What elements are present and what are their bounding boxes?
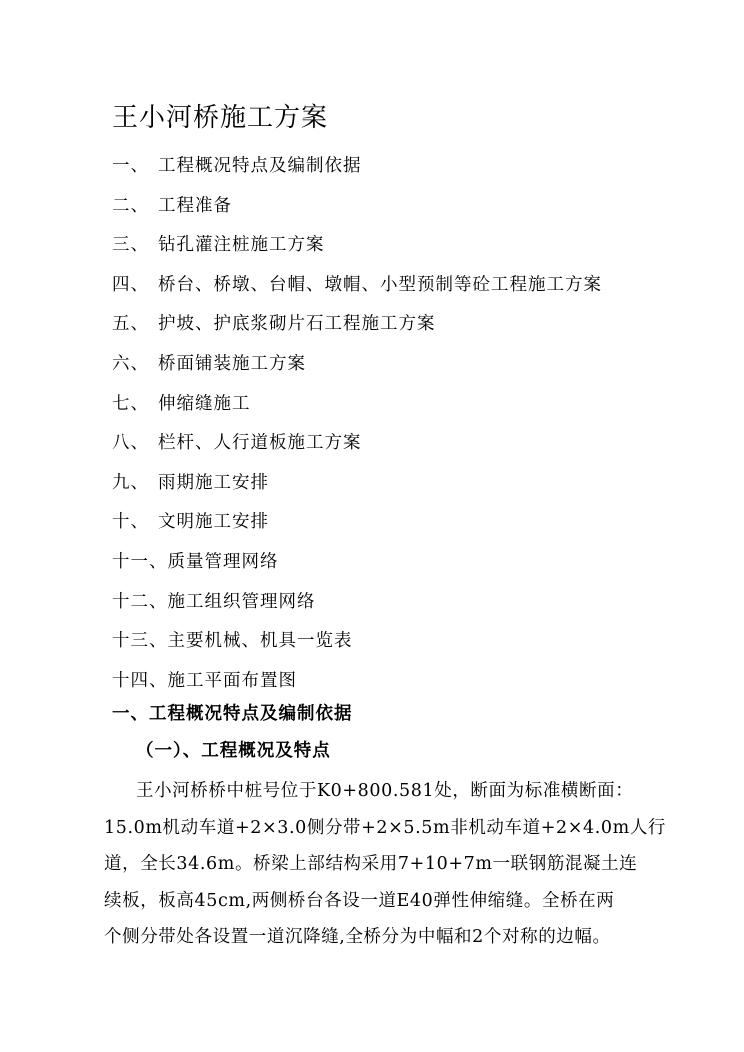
toc-item bbox=[112, 468, 672, 508]
toc-item-text: 桥台、桥墩、台帽、墩帽、小型预制等砼工程施工方案 bbox=[158, 274, 602, 295]
toc-item bbox=[112, 151, 672, 191]
toc-item-text: 桥面铺装施工方案 bbox=[158, 353, 306, 374]
toc-item-number: 四、 bbox=[112, 274, 149, 295]
table-of-contents bbox=[112, 151, 672, 705]
toc-item bbox=[112, 270, 672, 310]
toc-item bbox=[112, 309, 672, 349]
toc-item bbox=[112, 230, 672, 270]
toc-item-number: 十二、 bbox=[112, 591, 168, 612]
toc-item bbox=[112, 587, 672, 627]
toc-item-number: 九、 bbox=[112, 472, 149, 493]
toc-item-text: 工程概况特点及编制依据 bbox=[158, 156, 362, 176]
subsection-heading: （一）、工程概况及特点 bbox=[136, 741, 331, 761]
toc-item-number: 六、 bbox=[112, 353, 149, 374]
toc-item bbox=[112, 349, 672, 389]
toc-item-text: 主要机械、机具一览表 bbox=[167, 631, 353, 652]
toc-item-text: 施工平面布置图 bbox=[167, 670, 297, 691]
paragraph-line: 15.0m机动车道+2×3.0侧分带+2×5.5m非机动车道+2×4.0m人行 bbox=[104, 817, 667, 838]
toc-item-number: 七、 bbox=[112, 393, 149, 414]
toc-item-text: 护坡、护底浆砌片石工程施工方案 bbox=[158, 314, 436, 335]
toc-item bbox=[112, 626, 672, 666]
toc-item-text: 伸缩缝施工 bbox=[158, 393, 251, 414]
toc-item bbox=[112, 547, 672, 587]
toc-item-text: 雨期施工安排 bbox=[158, 472, 269, 493]
toc-item-number: 五、 bbox=[112, 314, 149, 335]
toc-item-number: 十一、 bbox=[112, 551, 168, 572]
body-paragraph bbox=[104, 773, 676, 956]
toc-item bbox=[112, 191, 672, 231]
toc-item bbox=[112, 428, 672, 468]
page-title: 王小河桥施工方案 bbox=[112, 103, 329, 133]
toc-item-number: 十四、 bbox=[112, 670, 168, 691]
toc-item-number: 二、 bbox=[112, 195, 149, 216]
paragraph-line: 王小河桥桥中桩号位于K0+800.581处，断面为标准横断面： bbox=[136, 781, 634, 801]
toc-item bbox=[112, 507, 672, 547]
toc-item-number: 八、 bbox=[112, 433, 149, 454]
paragraph-line: 道，全长34.6m。桥梁上部结构采用7+10+7m一联钢筋混凝土连 bbox=[104, 854, 638, 875]
toc-item-number: 三、 bbox=[112, 235, 149, 256]
section-heading: 一、工程概况特点及编制依据 bbox=[112, 704, 353, 724]
toc-item-number: 十三、 bbox=[112, 631, 168, 652]
toc-item-text: 栏杆、人行道板施工方案 bbox=[158, 433, 362, 454]
toc-item-number: 一、 bbox=[112, 156, 149, 176]
toc-item bbox=[112, 389, 672, 429]
toc-item-text: 施工组织管理网络 bbox=[167, 591, 316, 612]
paragraph-line: 个侧分带处各设置一道沉降缝,全桥分为中幅和2个对称的边幅。 bbox=[104, 927, 611, 948]
toc-item-text: 工程准备 bbox=[158, 195, 232, 216]
paragraph-line: 续板，板高45cm,两侧桥台各设一道E40弹性伸缩缝。全桥在两 bbox=[104, 890, 615, 911]
toc-item-number: 十、 bbox=[112, 512, 149, 533]
toc-item-text: 钻孔灌注桩施工方案 bbox=[158, 235, 325, 256]
toc-item-text: 文明施工安排 bbox=[158, 512, 269, 533]
toc-item-text: 质量管理网络 bbox=[167, 551, 279, 572]
